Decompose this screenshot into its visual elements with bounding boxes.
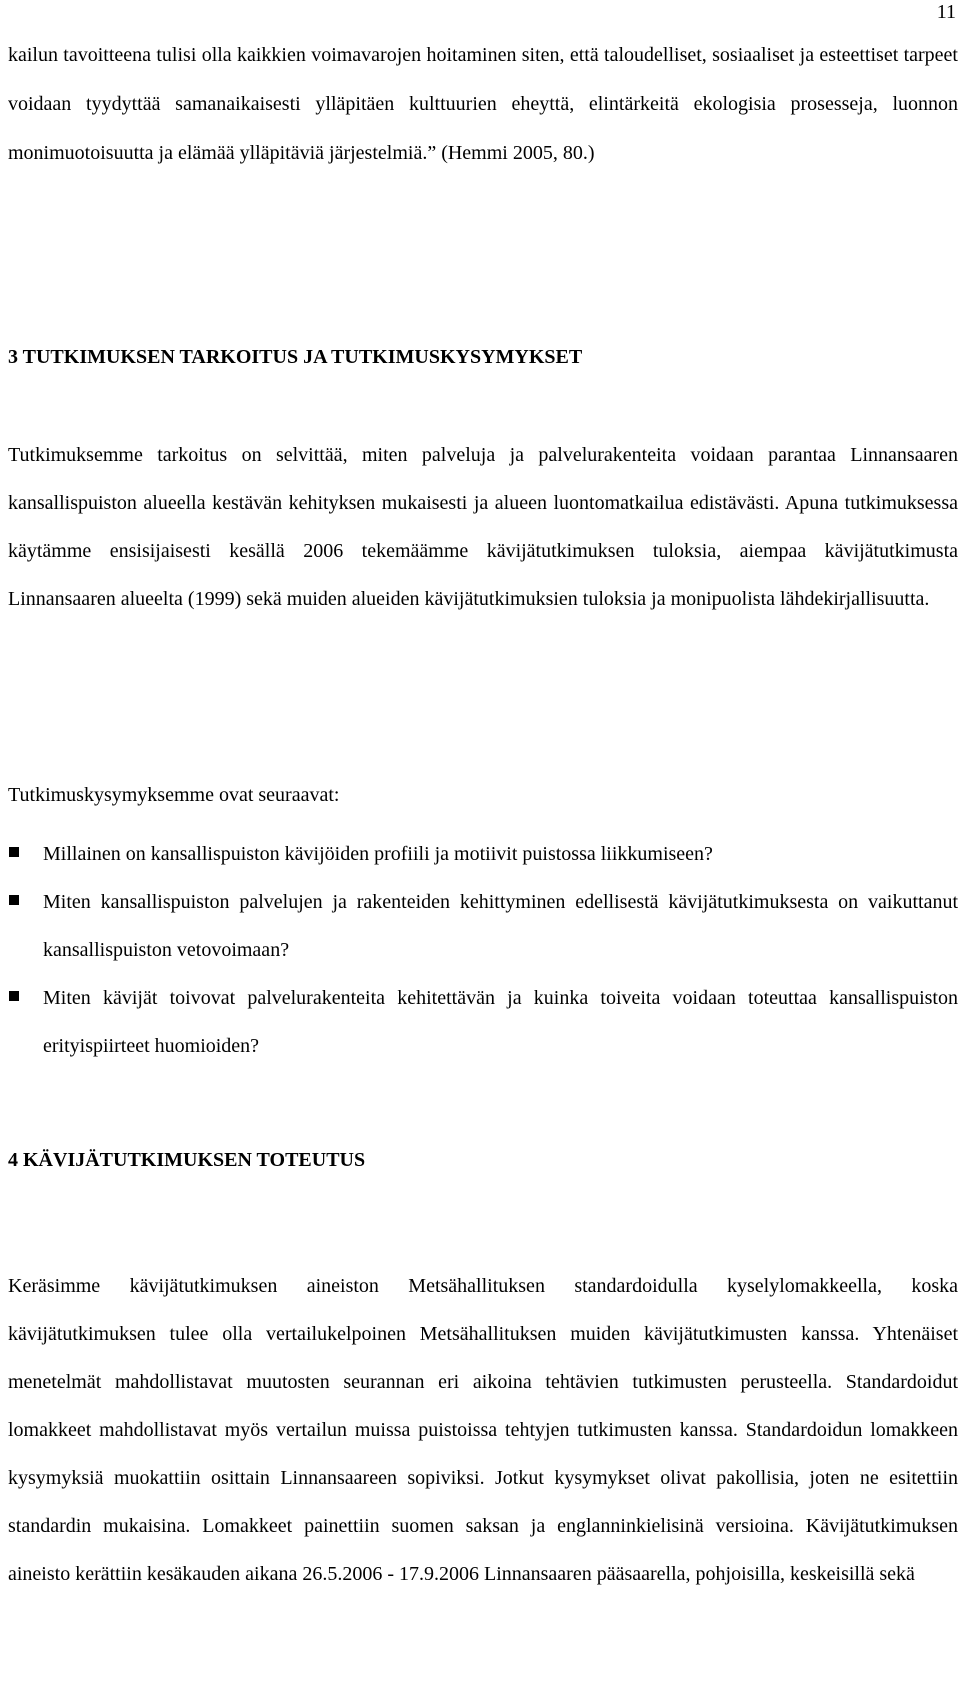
list-item	[8, 830, 958, 878]
question-text: Millainen on kansallispuiston kävijöiden profiili ja motiivit puistossa liikkumiseen?	[43, 843, 713, 865]
questions-intro: Tutkimuskysymyksemme ovat seuraavat:	[8, 784, 340, 806]
list-item	[8, 878, 958, 974]
question-text: Miten kävijät toivovat palvelurakenteita kehitettävän ja kuinka toiveita voidaan toteuttaa kansallispuiston erityispiirteet huomioiden?	[43, 987, 958, 1057]
square-bullet-icon	[9, 847, 19, 857]
question-text: Miten kansallispuiston palvelujen ja rakenteiden kehittyminen edellisestä kävijätutkimuksesta on vaikuttanut kansallispuiston vetovoimaan?	[43, 891, 958, 961]
section-3-paragraph: Tutkimuksemme tarkoitus on selvittää, miten palveluja ja palvelurakenteita voidaan parantaa Linnansaaren kansallispuiston alueella kestävän kehityksen mukaisesti ja alueen luontomatkailua edistävästi. Apuna tutkimuksessa käytämme ensisijaisesti kesällä 2006 tekemäämme kävijätutkimuksen tuloksia, aiempaa kävijätutkimusta Linnansaaren alueelta (1999) sekä muiden alueiden kävijätutkimuksien tuloksia ja monipuolista lähdekirjallisuutta.	[8, 444, 958, 610]
section-4-heading: 4 KÄVIJÄTUTKIMUKSEN TOTEUTUS	[8, 1149, 366, 1171]
page-number: 11	[936, 1, 956, 23]
square-bullet-icon	[9, 895, 19, 905]
intro-paragraph: kailun tavoitteena tulisi olla kaikkien voimavarojen hoitaminen siten, että taloudelliset, sosiaaliset ja esteettiset tarpeet voidaan tyydyttää samanaikaisesti ylläpitäen kulttuurien eheyttä, elintärkeitä ekologisia prosesseja, luonnon monimuotoisuutta ja elämää ylläpitäviä järjestelmiä.” (Hemmi 2005, 80.)	[8, 44, 958, 164]
section-3-heading: 3 TUTKIMUKSEN TARKOITUS JA TUTKIMUSKYSYMYKSET	[8, 346, 583, 368]
list-item	[8, 974, 958, 1070]
square-bullet-icon	[9, 991, 19, 1001]
research-questions-list	[8, 830, 958, 1070]
section-4-paragraph: Keräsimme kävijätutkimuksen aineiston Metsähallituksen standardoidulla kyselylomakkeella, koska kävijätutkimuksen tulee olla vertailukelpoinen Metsähallituksen muiden kävijätutkimusten kanssa. Yhtenäiset menetelmät mahdollistavat muutosten seurannan eri aikoina tehtävien tutkimusten perusteella. Standardoidut lomakkeet mahdollistavat myös vertailun muissa puistoissa tehtyjen tutkimusten kanssa. Standardoidun lomakkeen kysymyksiä muokattiin osittain Linnansaareen sopiviksi. Jotkut kysymykset olivat pakollisia, joten ne esitettiin standardin mukaisina. Lomakkeet painettiin suomen saksan ja englanninkielisinä versioina. Kävijätutkimuksen aineisto kerättiin kesäkauden aikana 26.5.2006 - 17.9.2006 Linnansaaren pääsaarella, pohjoisilla, keskeisillä sekä	[8, 1275, 958, 1585]
